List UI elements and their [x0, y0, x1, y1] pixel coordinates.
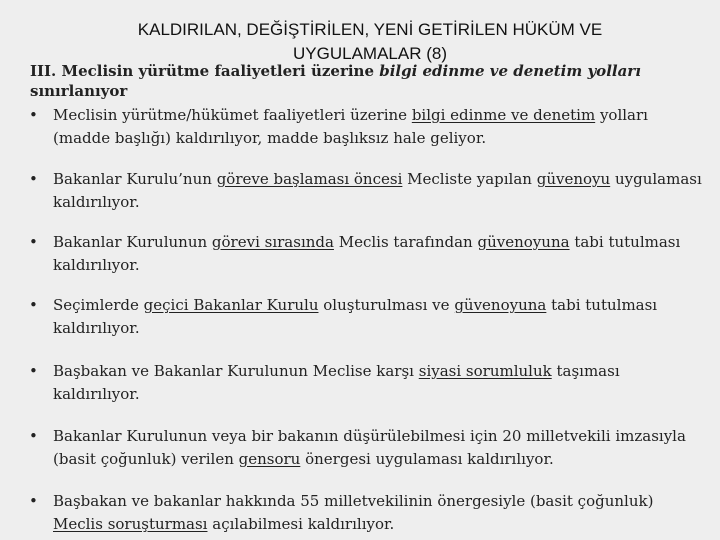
bullet-text: Seçimlerde [53, 296, 144, 314]
bullet-marker: • [29, 492, 38, 510]
section-heading [30, 61, 700, 101]
bullet-item-6 [29, 425, 703, 471]
bullet-marker: • [29, 296, 38, 314]
bullet-text: taşıması kaldırılıyor. [53, 362, 620, 403]
slide-title [90, 18, 650, 66]
section-heading-suffix: sınırlanıyor [30, 82, 128, 100]
bullet-marker: • [29, 170, 38, 188]
bullet-text: Meclis tarafından [333, 233, 478, 251]
section-heading-italic: bilgi edinme ve denetim yolları [379, 62, 641, 80]
slide-title-line-1: KALDIRILAN, DEĞİŞTİRİLEN, YENİ GETİRİLEN HÜKÜM VE [137, 20, 603, 39]
underlined-term: gensoru [238, 450, 301, 468]
bullet-text: açılabilmesi kaldırılıyor. [207, 515, 395, 533]
bullet-item-4 [29, 294, 703, 340]
underlined-term: siyasi sorumluluk [418, 362, 552, 380]
underlined-term: Meclis soruşturması [53, 515, 208, 533]
bullet-text: tabi tutulması kaldırılıyor. [53, 233, 681, 274]
bullet-text: tabi tutulması kaldırılıyor. [53, 296, 658, 337]
section-heading-prefix: III. Meclisin yürütme faaliyetleri üzerine [30, 62, 380, 80]
bullet-text: yolları (madde başlığı) kaldırılıyor, madde başlıksız hale geliyor. [53, 106, 648, 147]
bullet-item-7 [29, 490, 703, 536]
bullet-item-1 [29, 104, 703, 150]
underlined-term: bilgi edinme ve denetim [411, 106, 596, 124]
bullet-marker: • [29, 362, 38, 380]
bullet-text: oluşturulması ve [318, 296, 455, 314]
slide-title-line-2: UYGULAMALAR (8) [293, 44, 447, 63]
underlined-term: geçici Bakanlar Kurulu [143, 296, 319, 314]
bullet-text: Başbakan ve Bakanlar Kurulunun Meclise karşı [53, 362, 419, 380]
bullet-text: uygulaması kaldırılıyor. [53, 170, 702, 211]
bullet-text: Mecliste yapılan [402, 170, 537, 188]
bullet-text: Bakanlar Kurulu’nun [53, 170, 217, 188]
bullet-text: Bakanlar Kurulunun [53, 233, 212, 251]
underlined-term: güvenoyu [536, 170, 611, 188]
bullet-text: Bakanlar Kurulunun veya bir bakanın düşürülebilmesi için 20 milletvekili imzasıyla (basit çoğunluk) verilen [53, 427, 686, 468]
bullet-text: Meclisin yürütme/hükümet faaliyetleri üzerine [53, 106, 412, 124]
underlined-term: güvenoyuna [454, 296, 547, 314]
bullet-text: Başbakan ve bakanlar hakkında 55 milletvekilinin önergesiyle (basit çoğunluk) [53, 492, 654, 510]
underlined-term: görevi sırasında [211, 233, 334, 251]
underlined-term: göreve başlaması öncesi [216, 170, 403, 188]
bullet-marker: • [29, 106, 38, 124]
bullet-item-3 [29, 231, 703, 277]
bullet-text: önergesi uygulaması kaldırılıyor. [300, 450, 554, 468]
underlined-term: güvenoyuna [477, 233, 570, 251]
bullet-marker: • [29, 233, 38, 251]
bullet-marker: • [29, 427, 38, 445]
bullet-item-5 [29, 360, 703, 406]
bullet-item-2 [29, 168, 703, 214]
